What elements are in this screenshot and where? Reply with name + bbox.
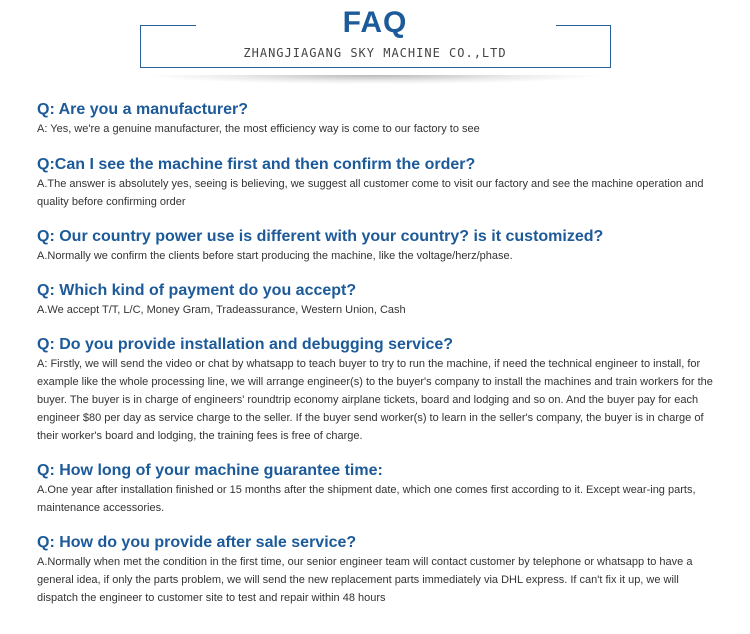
faq-answer: A: Yes, we're a genuine manufacturer, the most efficiency way is come to our factory to see [37, 123, 480, 135]
faq-item [37, 335, 722, 445]
faq-answer: A.One year after installation finished or 15 months after the shipment date, which one comes first according to it. Except wear-ing parts, maintenance accessories. [37, 484, 696, 514]
faq-item [37, 155, 722, 211]
faq-item [37, 227, 722, 265]
faq-question: Q: Which kind of payment do you accept? [37, 282, 357, 299]
faq-answer: A.We accept T/T, L/C, Money Gram, Tradeassurance, Western Union, Cash [37, 304, 406, 316]
faq-question: Q: How do you provide after sale service? [37, 534, 357, 551]
faq-header [0, 0, 750, 100]
header-frame-bottom [140, 67, 611, 68]
faq-item [37, 100, 722, 138]
faq-question: Q: How long of your machine guarantee time: [37, 462, 383, 479]
faq-answer: A.Normally we confirm the clients before start producing the machine, like the voltage/herz/phase. [37, 250, 513, 262]
faq-question: Q: Our country power use is different with your country? is it customized? [37, 228, 604, 245]
faq-question: Q:Can I see the machine first and then confirm the order? [37, 156, 476, 173]
faq-answer: A.The answer is absolutely yes, seeing is believing, we suggest all customer come to visit our factory and see the machine operation and quality before confirming order [37, 178, 704, 208]
faq-list [37, 100, 722, 607]
faq-item [37, 281, 722, 319]
company-name: ZHANGJIAGANG SKY MACHINE CO.,LTD [243, 46, 507, 60]
header-shadow-divider [150, 75, 600, 84]
faq-question: Q: Do you provide installation and debugging service? [37, 336, 454, 353]
faq-question: Q: Are you a manufacturer? [37, 101, 249, 118]
faq-answer: A.Normally when met the condition in the first time, our senior engineer team will contact customer by telephone or whatsapp to have a general idea, if only the parts problem, we will send the new replacement parts immediately via DHL express. If can't fix it up, we will dispatch the engineer to customer site to test and repair within 48 hours [37, 556, 693, 604]
page-title: FAQ [342, 6, 408, 39]
faq-item [37, 533, 722, 607]
faq-item [37, 461, 722, 517]
faq-answer: A: Firstly, we will send the video or chat by whatsapp to teach buyer to try to run the machine, if need the technical engineer to install, for example like the whole processing line, we will arrange engineer(s) to the buyer's company to install the machines and train workers for the buyer. The buyer is in charge of engineers' roundtrip economy airplane tickets, board and lodging and so on. And the buyer pay for each engineer $80 per day as service charge to the seller. If the buyer send worker(s) to learn in the seller's company, the buyer is in charge of their worker's board and lodging, the training fees is free of charge. [37, 358, 713, 442]
